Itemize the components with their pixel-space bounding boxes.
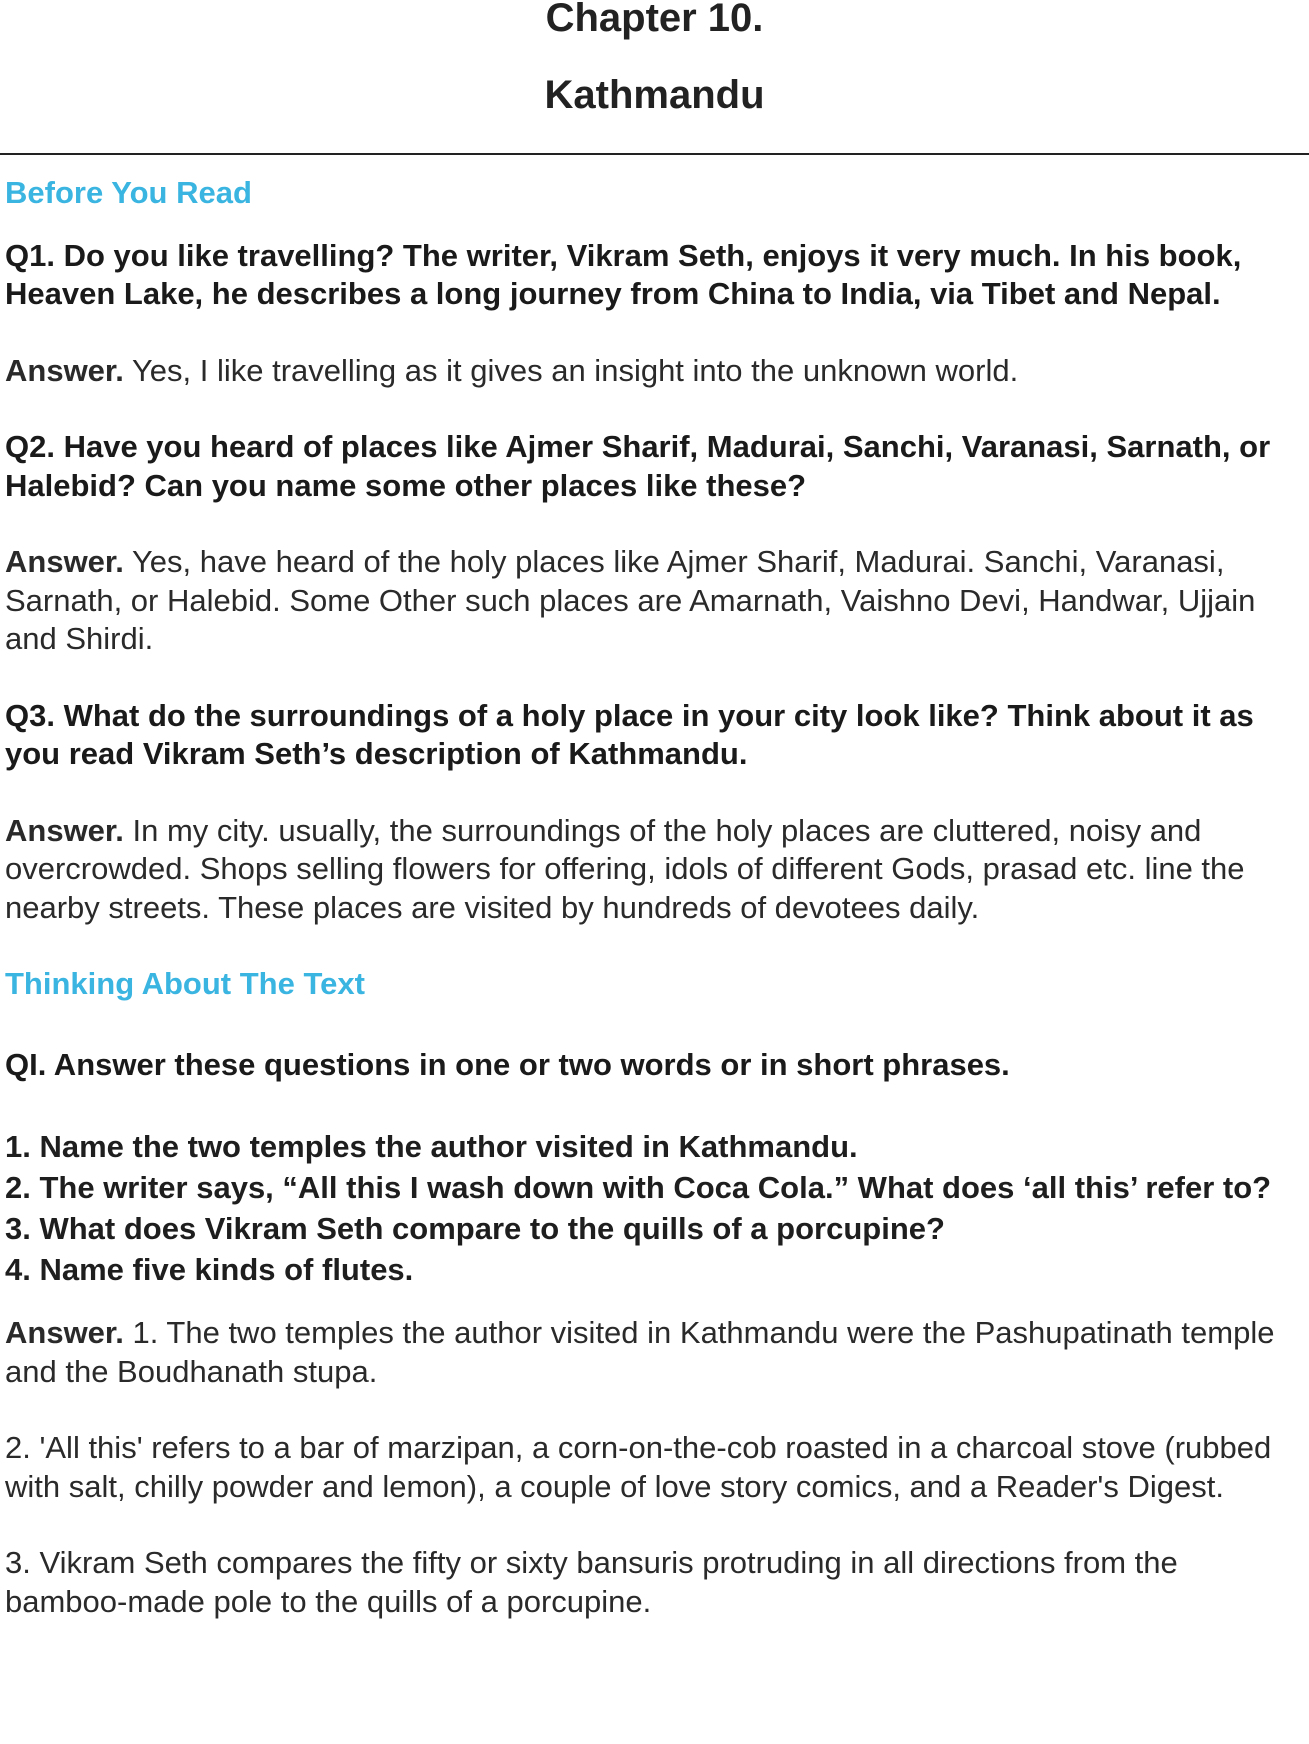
section-heading-before-you-read: Before You Read bbox=[5, 175, 252, 210]
question-I: QI. Answer these questions in one or two words or in short phrases. bbox=[5, 1046, 1010, 1082]
answer-label: Answer. bbox=[5, 544, 124, 579]
answer-text: Yes, have heard of the holy places like Ajmer Sharif, Madurai. Sanchi, Varanasi, Sarnath, or Halebid. Some Other such places are Amarnath, Vaishno Devi, Handwar, Ujjain and Shirdi. bbox=[5, 544, 1256, 656]
answer-text: In my city. usually, the surroundings of the holy places are cluttered, noisy and overcrowded. Shops selling flowers for offering, idols of different Gods, prasad etc. line the nearby streets. These places are visited by hundreds of devotees daily. bbox=[5, 812, 1245, 925]
list-item: 1. Name the two temples the author visited in Kathmandu. bbox=[5, 1129, 858, 1164]
question-3: Q3. What do the surroundings of a holy place in your city look like? Think about it as you read Vikram Seth’s description of Kathmandu. bbox=[5, 697, 1254, 771]
section-heading-thinking-about-the-text: Thinking About The Text bbox=[5, 966, 365, 1001]
answer-2 bbox=[5, 543, 1305, 659]
answer-3 bbox=[5, 812, 1305, 928]
answer-label: Answer. bbox=[5, 812, 124, 848]
list-item: 4. Name five kinds of flutes. bbox=[5, 1252, 414, 1287]
question-2: Q2. Have you heard of places like Ajmer Sharif, Madurai, Sanchi, Varanasi, Sarnath, or Halebid? Can you name some other places like these? bbox=[5, 429, 1271, 503]
answer-text: 1. The two temples the author visited in Kathmandu were the Pashupatinath temple and the Boudhanath stupa. bbox=[5, 1315, 1275, 1389]
answer-thinking-2: 2. 'All this' refers to a bar of marzipan, a corn-on-the-cob roasted in a charcoal stove (rubbed with salt, chilly powder and lemon), a couple of love story comics, and a Reader's Digest. bbox=[5, 1430, 1272, 1504]
chapter-title: Kathmandu bbox=[544, 73, 765, 117]
answer-text: Yes, I like travelling as it gives an insight into the unknown world. bbox=[123, 352, 1019, 388]
list-item: 3. What does Vikram Seth compare to the quills of a porcupine? bbox=[5, 1211, 945, 1246]
answer-thinking-1 bbox=[5, 1314, 1305, 1391]
list-item: 2. The writer says, “All this I wash down with Coca Cola.” What does ‘all this’ refer to? bbox=[5, 1170, 1272, 1205]
answer-label: Answer. bbox=[5, 352, 124, 388]
question-1: Q1. Do you like travelling? The writer, Vikram Seth, enjoys it very much. In his book, Heaven Lake, he describes a long journey from China to India, via Tibet and Nepal. bbox=[5, 237, 1242, 311]
answer-thinking-3: 3. Vikram Seth compares the fifty or sixty bansuris protruding in all directions from the bamboo-made pole to the quills of a porcupine. bbox=[5, 1545, 1178, 1619]
document-body bbox=[5, 174, 1305, 1621]
chapter-number: Chapter 10. bbox=[545, 0, 764, 40]
header-divider bbox=[0, 153, 1309, 155]
answer-label: Answer. bbox=[5, 1315, 124, 1350]
answer-1 bbox=[5, 352, 1305, 391]
question-list bbox=[5, 1126, 1305, 1290]
